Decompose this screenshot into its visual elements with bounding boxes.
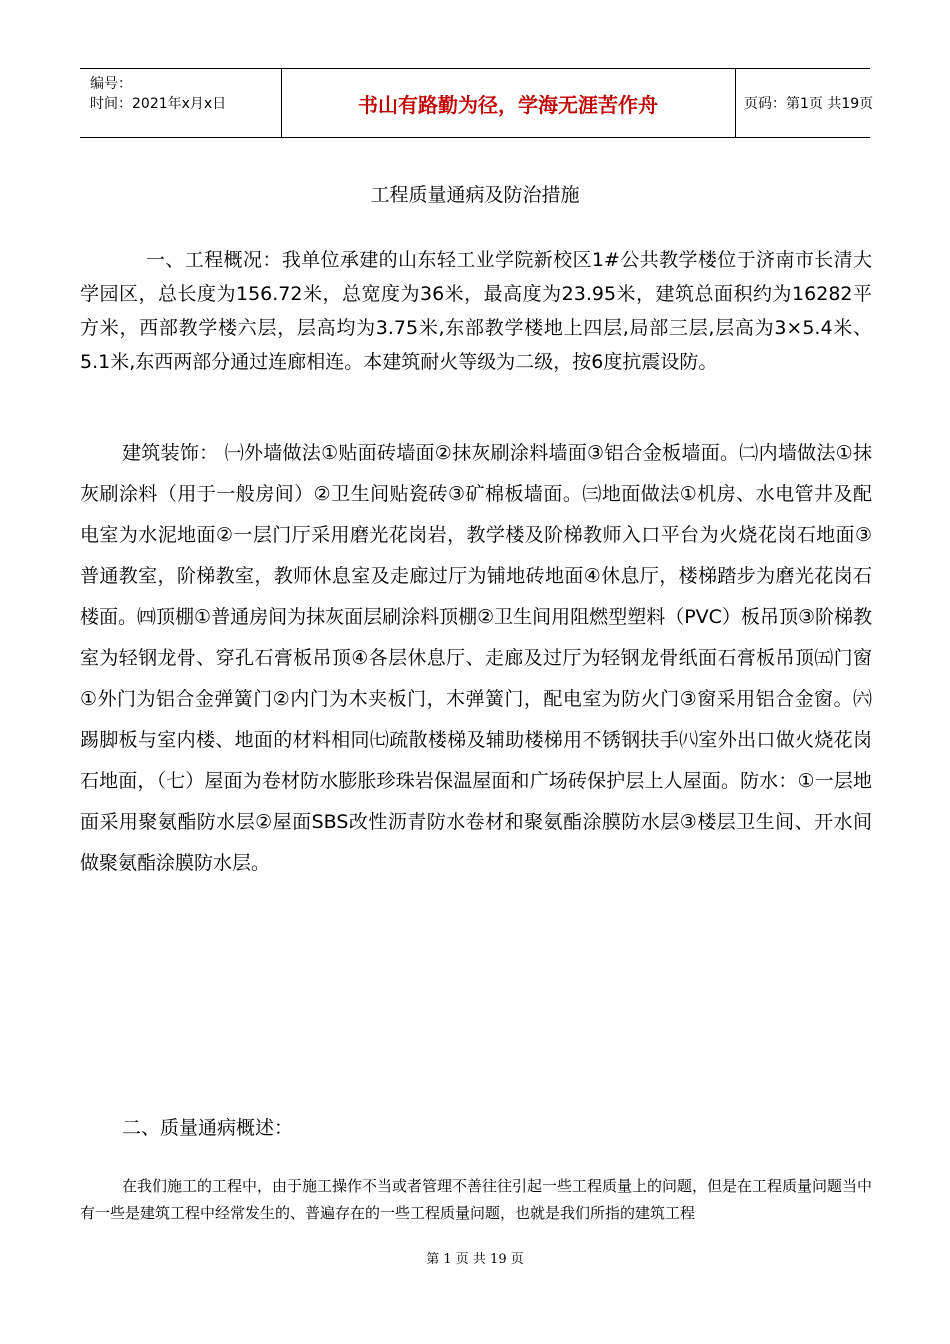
page-footer: 第 1 页 共 19 页 bbox=[426, 1252, 524, 1267]
document-title: 工程质量通病及防治措施 bbox=[370, 184, 580, 206]
decoration-paragraph: 建筑装饰： ㈠外墙做法①贴面砖墙面②抹灰刷涂料墙面③铝合金板墙面。㈡内墙做法①抹灰刷涂料（用于一般房间）②卫生间贴瓷砖③矿棉板墙面。㈢地面做法①机房、水电管井及配电室为水泥地面②一层门厅采用磨光花岗岩，教学楼及阶梯教师入口平台为火烧花岗石地面③普通教室，阶梯教室，教师休息室及走廊过厅为铺地砖地面④休息厅，楼梯踏步为磨光花岗石楼面。㈣顶棚①普通房间为抹灰面层刷涂料顶棚②卫生间用阻燃型塑料（PVC）板吊顶③阶梯教室为轻钢龙骨、穿孔石膏板吊顶④各层休息厅、走廊及过厅为轻钢龙骨纸面石膏板吊顶㈤门窗①外门为铝合金弹簧门②内门为木夹板门，木弹簧门，配电室为防火门③窗采用铝合金窗。㈥踢脚板与室内楼、地面的材料相同㈦疏散楼梯及辅助楼梯用不锈钢扶手㈧室外出口做火烧花岗石地面，（七）屋面为卷材防水膨胀珍珠岩保温屋面和广场砖保护层上人屋面。防水：①一层地面采用聚氨酯防水层②屋面SBS改性沥青防水卷材和聚氨酯涂膜防水层③楼层卫生间、开水间做聚氨酯涂膜防水层。 bbox=[80, 442, 872, 874]
motto: 书山有路勤为径，学海无涯苦作舟 bbox=[358, 92, 658, 117]
page-info: 页码：第1页 共19页 bbox=[744, 96, 874, 112]
section-2-paragraph: 在我们施工的工程中，由于施工操作不当或者管理不善往往引起一些工程质量上的问题，但是在工程质量问题当中有一些是建筑工程中经常发生的、普遍存在的一些工程质量问题，也就是我们所指的建筑工程 bbox=[80, 1177, 873, 1222]
document-header bbox=[80, 68, 874, 138]
header-left-cell bbox=[80, 69, 282, 137]
header-motto-cell bbox=[281, 69, 736, 137]
time-label: 时间：2021年x月x日 bbox=[90, 96, 227, 112]
number-label: 编号： bbox=[90, 76, 132, 92]
section-2-heading: 二、质量通病概述： bbox=[122, 1117, 294, 1139]
overview-paragraph: 一、工程概况：我单位承建的山东轻工业学院新校区1#公共教学楼位于济南市长清大学园区，总长度为156.72米，总宽度为36米，最高度为23.95米，建筑总面积约为16282平方米，西部教学楼六层，层高均为3.75米,东部教学楼地上四层,局部三层,层高为3×5.4米、5.1米,东西两部分通过连廊相连。本建筑耐火等级为二级，按6度抗震设防。 bbox=[80, 249, 872, 373]
header-page-cell bbox=[736, 69, 874, 137]
